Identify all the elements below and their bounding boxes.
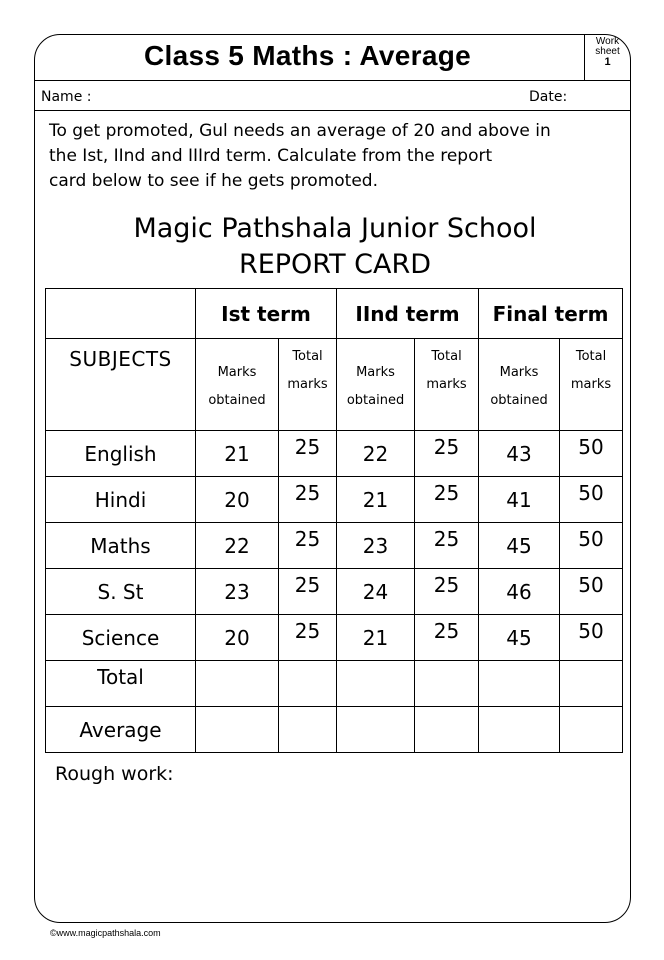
subject-cell: Hindi xyxy=(46,477,196,523)
total-marks-cell: 25 xyxy=(415,523,479,569)
total-marks-cell: 25 xyxy=(279,569,337,615)
marks-obtained-cell: 24 xyxy=(337,569,415,615)
total-marks-header: Total marks xyxy=(415,339,479,431)
subject-cell: Science xyxy=(46,615,196,661)
marks-obtained-cell: 45 xyxy=(479,523,560,569)
marks-obtained-cell: 46 xyxy=(479,569,560,615)
table-row xyxy=(46,523,623,569)
marks-obtained-cell: 23 xyxy=(196,569,279,615)
total-row xyxy=(46,661,623,707)
table-row xyxy=(46,477,623,523)
name-label: Name : xyxy=(41,89,92,105)
marks-obtained-cell: 21 xyxy=(337,477,415,523)
total-marks-header: Total marks xyxy=(560,339,623,431)
footer-copyright: ©www.magicpathshala.com xyxy=(50,928,161,938)
total-marks-cell: 50 xyxy=(560,523,623,569)
average-row xyxy=(46,707,623,753)
marks-obtained-cell: 43 xyxy=(479,431,560,477)
blank-answer-cell xyxy=(415,707,479,753)
blank-answer-cell xyxy=(279,707,337,753)
worksheet-label-line2: sheet xyxy=(595,46,620,57)
report-card-table xyxy=(45,288,623,753)
marks-obtained-cell: 23 xyxy=(337,523,415,569)
worksheet-page xyxy=(34,34,631,923)
subject-cell: English xyxy=(46,431,196,477)
school-heading xyxy=(35,211,635,283)
term-header-row xyxy=(46,289,623,339)
total-marks-cell: 25 xyxy=(279,615,337,661)
subject-cell: Maths xyxy=(46,523,196,569)
worksheet-label-line1: Work xyxy=(595,36,620,47)
blank-answer-cell xyxy=(337,661,415,707)
report-card-title: REPORT CARD xyxy=(238,249,432,280)
total-marks-cell: 50 xyxy=(560,569,623,615)
blank-answer-cell xyxy=(196,707,279,753)
total-marks-cell: 50 xyxy=(560,477,623,523)
column-header-row xyxy=(46,339,623,431)
instruction-line: card below to see if he gets promoted. xyxy=(49,171,378,191)
blank-answer-cell xyxy=(415,661,479,707)
marks-obtained-cell: 20 xyxy=(196,477,279,523)
instruction-line: the Ist, IInd and IIIrd term. Calculate from the report xyxy=(49,146,493,166)
blank-answer-cell xyxy=(560,707,623,753)
table-row xyxy=(46,615,623,661)
marks-obtained-header: Marks obtained xyxy=(196,339,279,431)
table-row xyxy=(46,431,623,477)
table-row xyxy=(46,569,623,615)
total-marks-cell: 25 xyxy=(279,431,337,477)
blank-answer-cell xyxy=(337,707,415,753)
blank-answer-cell xyxy=(279,661,337,707)
total-marks-cell: 25 xyxy=(415,431,479,477)
total-marks-cell: 25 xyxy=(415,477,479,523)
school-name: Magic Pathshala Junior School xyxy=(133,213,537,244)
total-marks-cell: 25 xyxy=(279,477,337,523)
total-marks-cell: 50 xyxy=(560,615,623,661)
marks-obtained-cell: 41 xyxy=(479,477,560,523)
marks-obtained-cell: 21 xyxy=(196,431,279,477)
worksheet-title: Class 5 Maths : Average xyxy=(144,40,471,71)
total-marks-cell: 25 xyxy=(415,615,479,661)
blank-answer-cell xyxy=(196,661,279,707)
subjects-header: SUBJECTS xyxy=(46,339,196,431)
blank-answer-cell xyxy=(479,707,560,753)
marks-obtained-cell: 22 xyxy=(196,523,279,569)
instructions xyxy=(49,119,619,194)
rough-work-label: Rough work: xyxy=(55,763,174,785)
subject-cell: S. St xyxy=(46,569,196,615)
total-marks-cell: 25 xyxy=(279,523,337,569)
worksheet-number-box xyxy=(584,35,630,80)
worksheet-number: 1 xyxy=(604,56,611,68)
term-header: Final term xyxy=(479,289,623,339)
marks-obtained-cell: 45 xyxy=(479,615,560,661)
total-marks-cell: 25 xyxy=(415,569,479,615)
total-marks-header: Total marks xyxy=(279,339,337,431)
title-row xyxy=(35,35,630,81)
total-marks-cell: 50 xyxy=(560,431,623,477)
marks-obtained-cell: 21 xyxy=(337,615,415,661)
empty-header-cell xyxy=(46,289,196,339)
instruction-line: To get promoted, Gul needs an average of 20 and above in xyxy=(49,121,551,141)
blank-answer-cell xyxy=(479,661,560,707)
blank-answer-cell xyxy=(560,661,623,707)
date-label: Date: xyxy=(529,89,568,105)
marks-obtained-header: Marks obtained xyxy=(479,339,560,431)
average-label: Average xyxy=(46,707,196,753)
marks-obtained-cell: 22 xyxy=(337,431,415,477)
marks-obtained-cell: 20 xyxy=(196,615,279,661)
total-label: Total xyxy=(46,661,196,707)
name-date-row xyxy=(35,81,630,111)
term-header: IInd term xyxy=(337,289,479,339)
marks-obtained-header: Marks obtained xyxy=(337,339,415,431)
term-header: Ist term xyxy=(196,289,337,339)
